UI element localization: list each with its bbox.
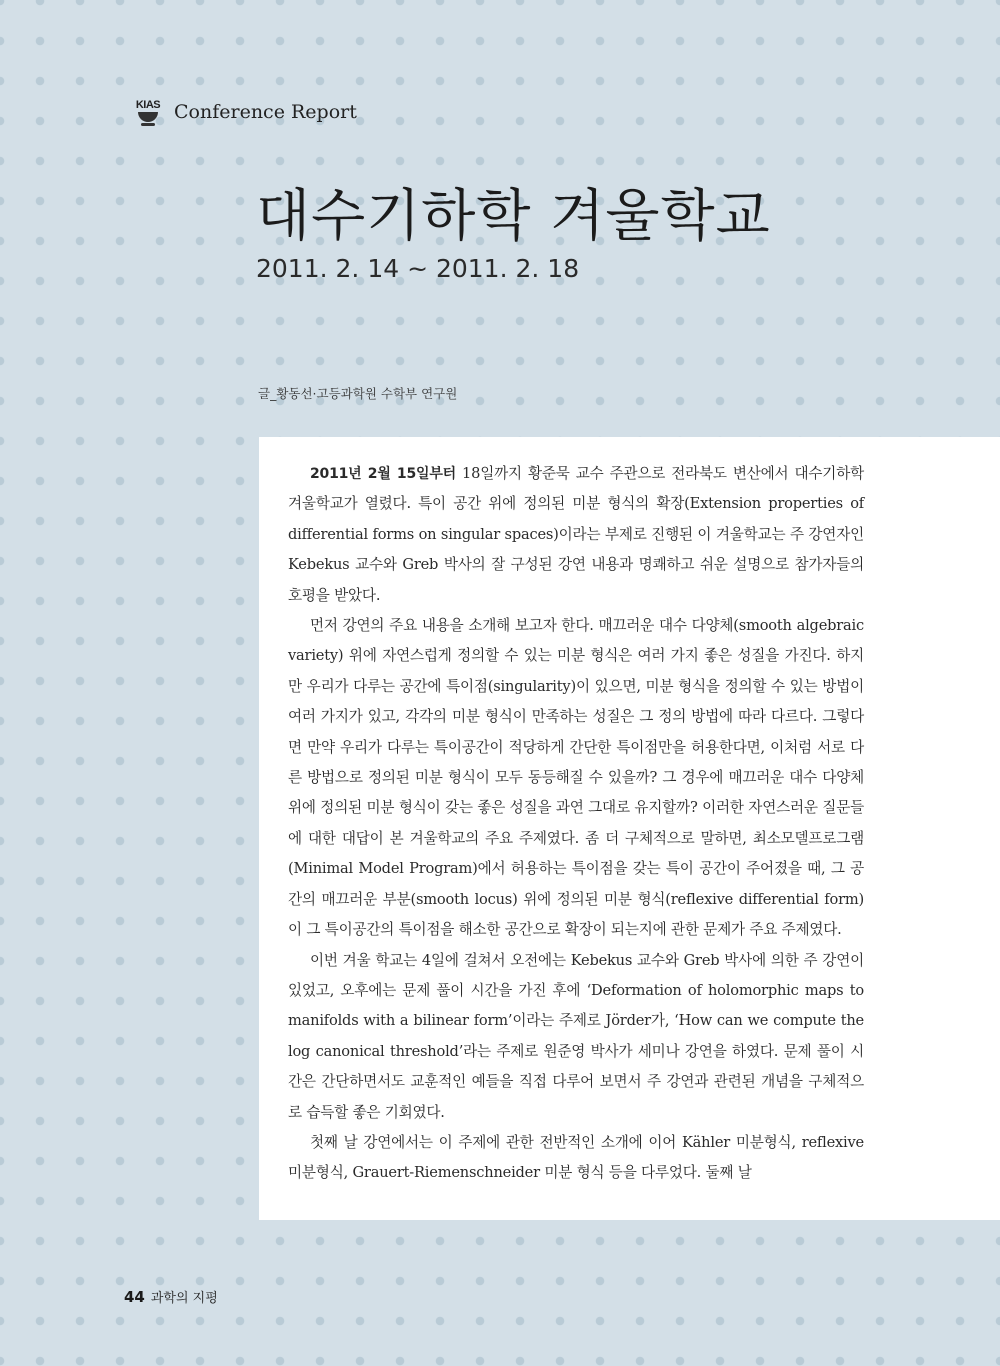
logo-bowl — [138, 112, 158, 122]
logo-base — [141, 123, 155, 126]
article-title: 대수기하학 겨울학교 — [256, 184, 771, 249]
page-footer — [124, 1287, 218, 1306]
paragraph-4-text: 첫째 날 강연에서는 이 주제에 관한 전반적인 소개에 이어 Kähler 미분형식, reflexive 미분형식, Grauert-Riemenschneider 미분 형식 등을 다루었다. 둘째 날 — [288, 1133, 864, 1182]
page-number: 44 — [124, 1288, 145, 1306]
paragraph-1-text: 18일까지 황준묵 교수 주관으로 전라북도 변산에서 대수기하학 겨울학교가 열렸다. 특이 공간 위에 정의된 미분 형식의 확장(Extension properties of differential forms on singular spaces)이라는 부제로 진행된 이 겨울학교는 주 강연자인 Kebekus 교수와 Greb 박사의 잘 구성된 강연 내용과 명쾌하고 쉬운 설명으로 참가자들의 호평을 받았다. — [288, 465, 864, 604]
paragraph-3 — [288, 946, 864, 1128]
kias-logo-icon — [132, 96, 164, 128]
paragraph-3-text: 이번 겨울 학교는 4일에 걸쳐서 오전에는 Kebekus 교수와 Greb 박사에 의한 주 강연이 있었고, 오후에는 문제 풀이 시간을 가진 후에 ‘Deformation of holomorphic maps to manifolds with a bilinear form’이라는 주제로 Jörder가, ‘How can we compute the log canonical threshold’라는 주제로 원준영 박사가 세미나 강연을 하였다. 문제 풀이 시간은 간단하면서도 교훈적인 예들을 직접 다루어 보면서 주 강연과 관련된 개념을 구체적으로 습득할 좋은 기회였다. — [288, 951, 864, 1121]
paragraph-2 — [288, 611, 864, 945]
paragraph-1 — [288, 459, 864, 611]
section-header — [132, 96, 357, 128]
paragraph-4 — [288, 1128, 864, 1189]
author-byline: 글_황동선·고등과학원 수학부 연구원 — [258, 386, 458, 401]
logo-text: KIAS — [135, 99, 161, 111]
paragraph-2-text: 먼저 강연의 주요 내용을 소개해 보고자 한다. 매끄러운 대수 다양체(smooth algebraic variety) 위에 자연스럽게 정의할 수 있는 미분 형식은 여러 가지 좋은 성질을 가진다. 하지만 우리가 다루는 공간에 특이점(singularity)이 있으면, 미분 형식을 정의할 수 있는 방법이 여러 가지가 있고, 각각의 미분 형식이 만족하는 성질은 그 정의 방법에 따라 다르다. 그렇다면 만약 우리가 다루는 특이공간이 적당하게 간단한 특이점만을 허용한다면, 이처럼 서로 다른 방법으로 정의된 미분 형식이 모두 동등해질 수 있을까? 그 경우에 매끄러운 대수 다양체 위에 정의된 미분 형식이 갖는 좋은 성질을 과연 그대로 유지할까? 이러한 자연스러운 질문들에 대한 대답이 본 겨울학교의 주요 주제였다. 좀 더 구체적으로 말하면, 최소모델프로그램(Minimal Model Program)에서 허용하는 특이점을 갖는 특이 공간이 주어졌을 때, 그 공간의 매끄러운 부분(smooth locus) 위에 정의된 미분 형식(reflexive differential form)이 그 특이공간의 특이점을 해소한 공간으로 확장이 되는지에 관한 문제가 주요 주제였다. — [288, 617, 864, 939]
paragraph-1-lead: 2011년 2월 15일부터 — [310, 466, 456, 482]
event-date: 2011. 2. 14 ~ 2011. 2. 18 — [256, 254, 580, 283]
article-body-panel — [259, 437, 1000, 1220]
section-label: Conference Report — [174, 101, 357, 123]
publication-name: 과학의 지평 — [150, 1291, 218, 1306]
article-body — [288, 459, 864, 1189]
